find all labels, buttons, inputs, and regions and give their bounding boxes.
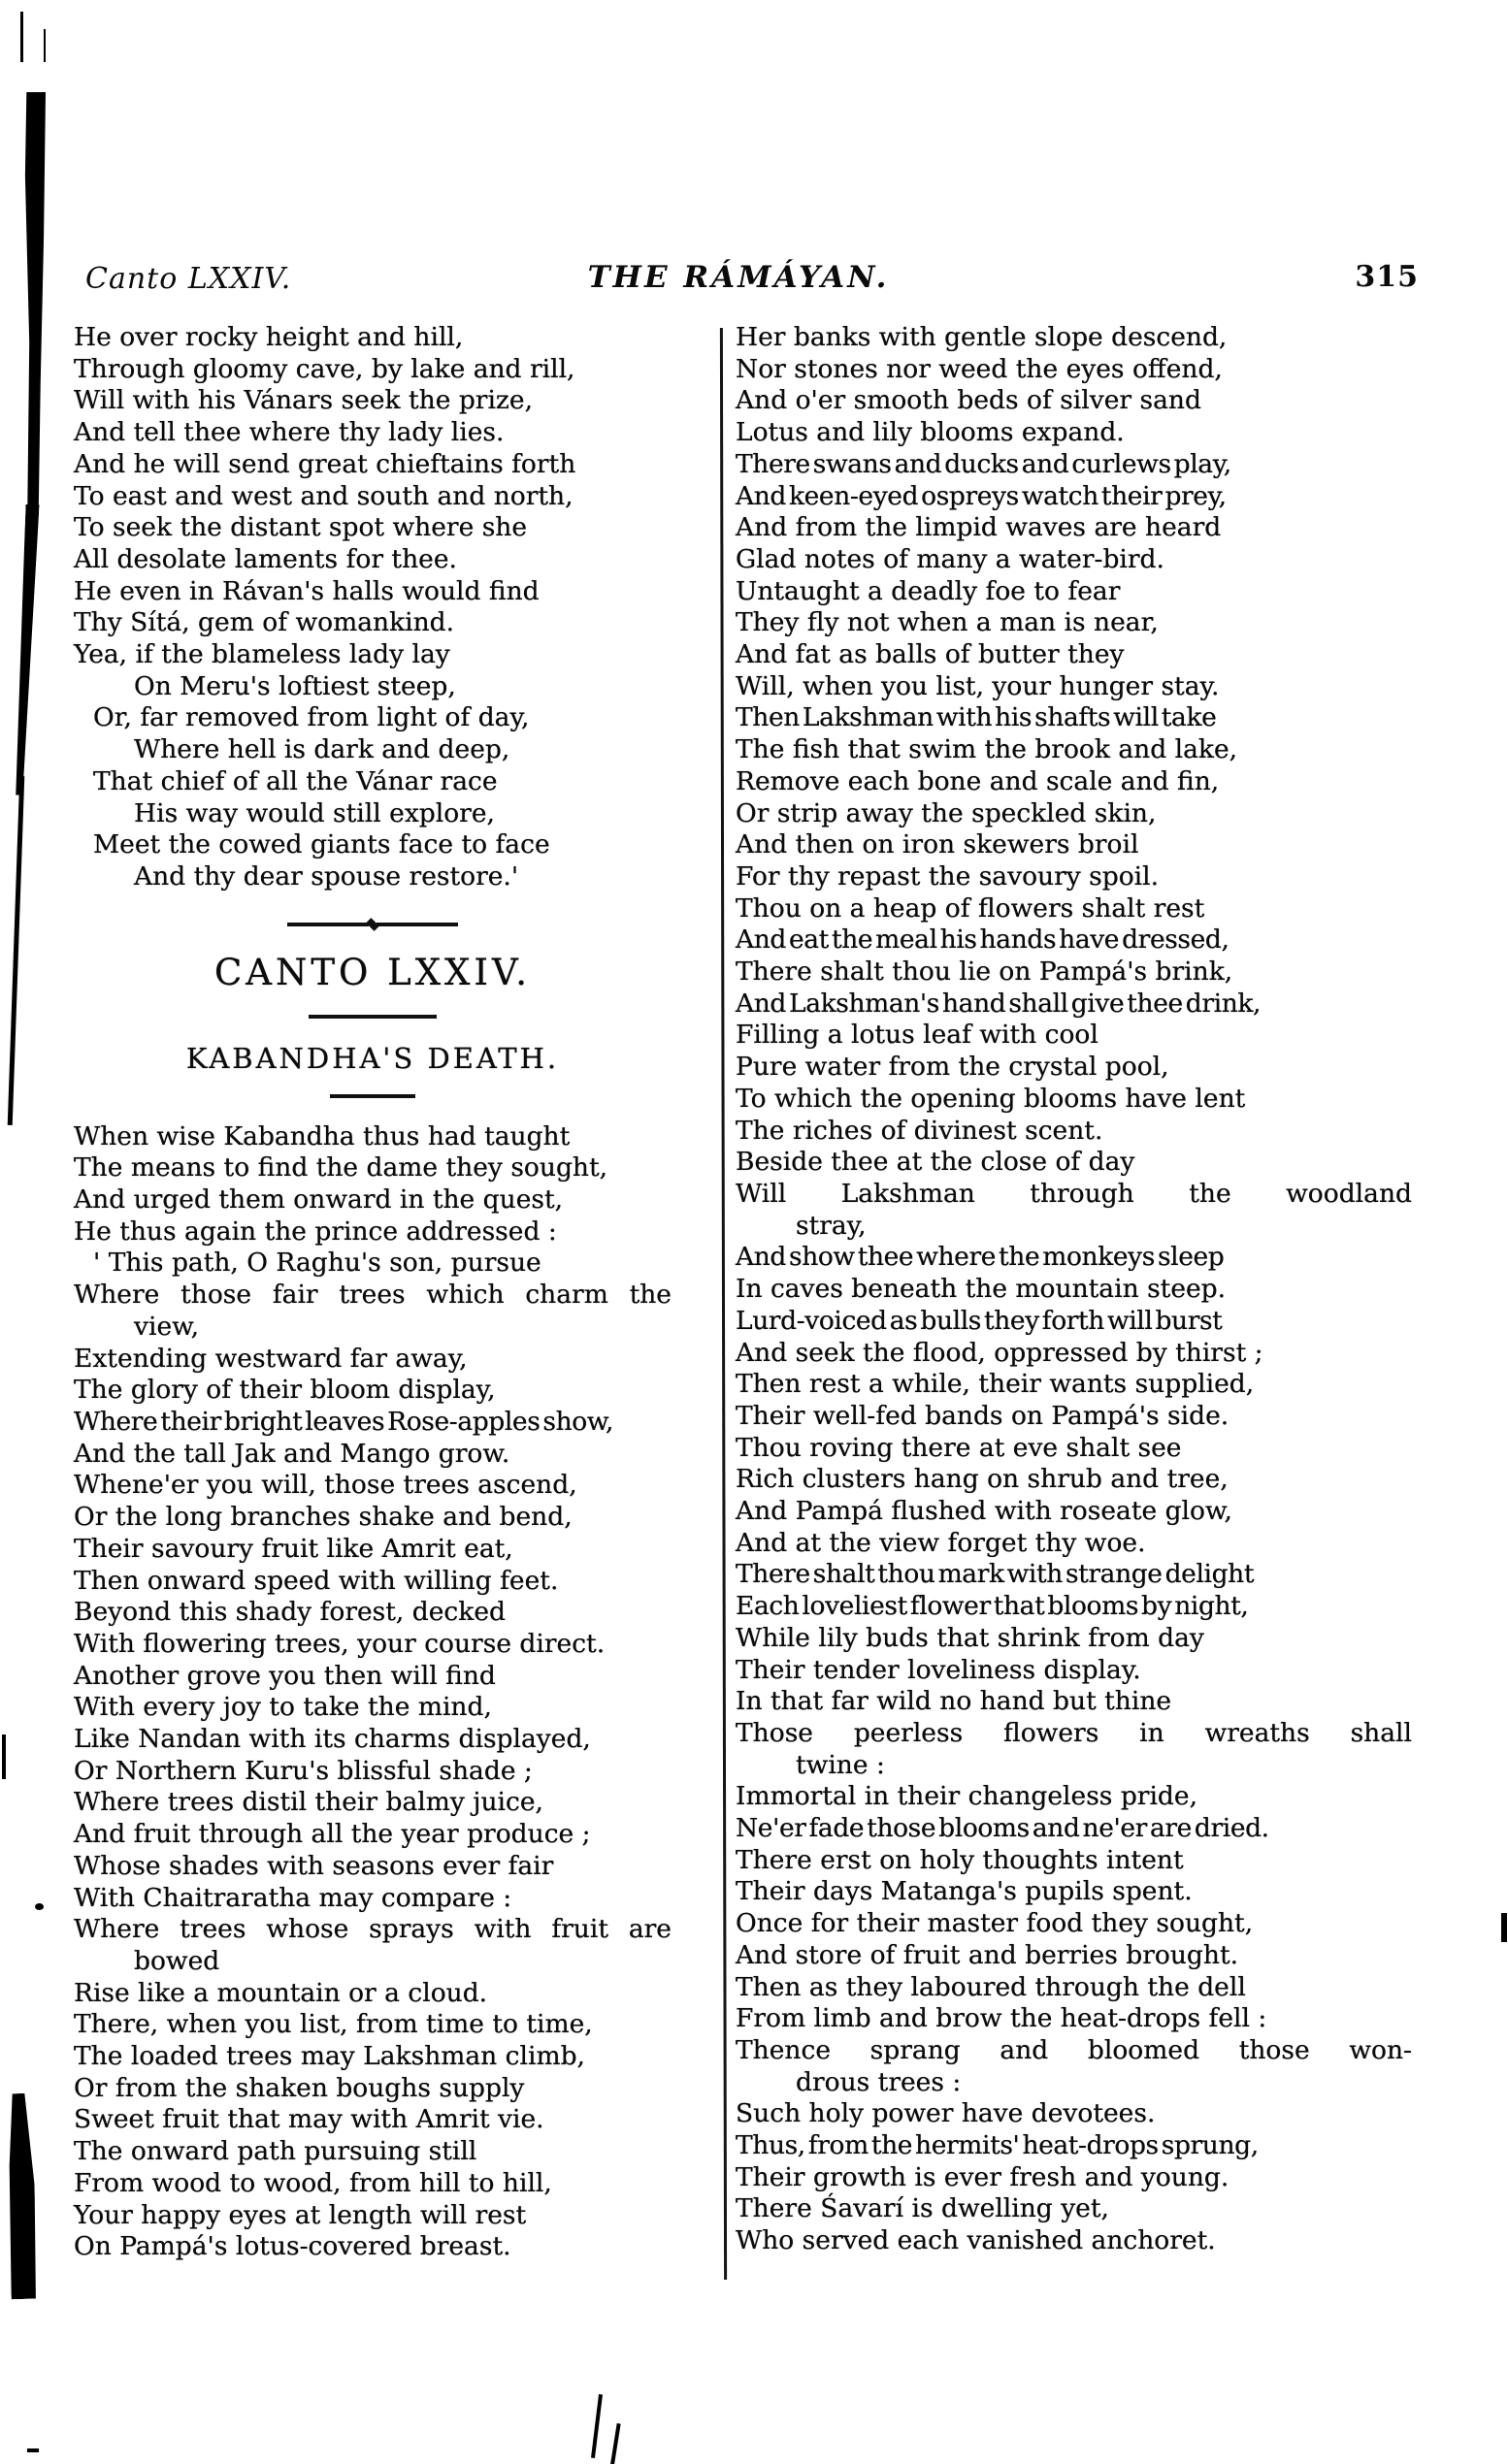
poem-line: And Lakshman's hand shall give thee drink, — [736, 988, 1262, 1019]
plain-rule — [309, 1015, 437, 1019]
poem-line: Where hell is dark and deep, — [134, 734, 510, 765]
poem-line: And o'er smooth beds of silver sand — [736, 385, 1201, 416]
opening-stanza — [74, 322, 672, 893]
poem-line: twine : — [796, 1749, 885, 1780]
poem-line: And then on iron skewers broil — [736, 829, 1139, 860]
poem-line: Or, far removed from light of day, — [93, 702, 530, 733]
poem-line: There shalt thou lie on Pampá's brink, — [736, 956, 1233, 988]
poem-line: There, when you list, from time to time, — [74, 2009, 593, 2040]
poem-line: Or Northern Kuru's blissful shade ; — [74, 1755, 533, 1786]
canto-stanza — [74, 1121, 672, 2263]
poem-line: Remove each bone and scale and fin, — [736, 765, 1220, 796]
poem-line: Their savoury fruit like Amrit eat, — [74, 1533, 513, 1564]
poem-line: Where trees whose sprays with fruit are — [74, 1914, 672, 1945]
poem-line: With flowering trees, your course direct. — [74, 1628, 606, 1659]
poem-line: Sweet fruit that may with Amrit vie. — [74, 2104, 544, 2135]
scan-artifact-tick — [607, 2423, 620, 2464]
page-number: 315 — [1355, 260, 1419, 294]
ornament-rule — [287, 920, 458, 929]
poem-line: Extending westward far away, — [74, 1343, 468, 1374]
scan-artifact-tick — [2, 1735, 6, 1779]
poem-line: stray, — [796, 1210, 867, 1241]
poem-line: He even in Rávan's halls would find — [74, 575, 540, 606]
poem-line: Beyond this shady forest, decked — [74, 1597, 506, 1628]
poem-line: Rich clusters hang on shrub and tree, — [736, 1464, 1229, 1495]
poem-line: He over rocky height and hill, — [74, 322, 464, 352]
poem-line: Then as they laboured through the dell — [736, 1971, 1246, 2002]
poem-line: In that far wild no hand but thine — [736, 1686, 1172, 1717]
poem-line: With every joy to take the mind, — [74, 1692, 492, 1723]
poem-line: There Śavarí is dwelling yet, — [736, 2193, 1109, 2224]
poem-line: All desolate laments for thee. — [74, 543, 457, 574]
scan-artifact-tick — [1501, 1913, 1507, 1942]
poem-line: The loaded trees may Lakshman climb, — [74, 2041, 585, 2072]
poem-line: Such holy power have devotees. — [736, 2098, 1156, 2129]
poem-line: While lily buds that shrink from day — [736, 1622, 1204, 1653]
canto-heading: CANTO LXXIV. — [213, 951, 532, 993]
poem-line: Will with his Vánars seek the prize, — [74, 385, 533, 416]
poem-line: Your happy eyes at length will rest — [74, 2199, 527, 2230]
poem-line: And at the view forget thy woe. — [736, 1527, 1146, 1558]
scan-artifact-tick — [591, 2394, 603, 2458]
poem-line: And store of fruit and berries brought. — [736, 1939, 1239, 1970]
poem-line: ' This path, O Raghu's son, pursue — [93, 1248, 541, 1279]
poem-line: There swans and ducks and curlews play, — [736, 448, 1231, 479]
poem-line: Yea, if the blameless lady lay — [74, 639, 450, 670]
poem-line: Whene'er you will, those trees ascend, — [74, 1470, 577, 1501]
poem-line: That chief of all the Vánar race — [93, 765, 498, 796]
poem-line: And he will send great chieftains forth — [74, 448, 576, 479]
poem-line: And thy dear spouse restore.' — [134, 860, 519, 892]
poem-line: Pure water from the crystal pool, — [736, 1052, 1169, 1083]
poem-line: bowed — [134, 1945, 220, 1976]
poem-line: Nor stones nor weed the eyes offend, — [736, 353, 1223, 384]
poem-line: Lotus and lily blooms expand. — [736, 417, 1125, 448]
rule-bar — [377, 923, 458, 926]
poem-line: To seek the distant spot where she — [74, 512, 528, 543]
poem-line: Through gloomy cave, by lake and rill, — [74, 353, 575, 384]
poem-line: Or strip away the speckled skin, — [736, 797, 1157, 828]
poem-line: Thus, from the hermits' heat-drops sprung, — [736, 2130, 1259, 2161]
poem-line: And fat as balls of butter they — [736, 639, 1125, 670]
poem-line: Their days Matanga's pupils spent. — [736, 1876, 1193, 1907]
poem-line: Where those fair trees which charm the — [74, 1280, 672, 1311]
poem-line: When wise Kabandha thus had taught — [74, 1120, 571, 1151]
poem-line: Where trees distil their balmy juice, — [74, 1787, 543, 1818]
gutter-shadow — [8, 776, 25, 1125]
poem-line: Beside thee at the close of day — [736, 1147, 1135, 1178]
poem-line: And show thee where the monkeys sleep — [736, 1242, 1225, 1273]
poem-line: Who served each vanished anchoret. — [736, 2225, 1216, 2256]
scan-artifact-dot — [35, 1903, 44, 1910]
poem-line: Like Nandan with its charms displayed, — [74, 1724, 591, 1755]
poem-line: Where their bright leaves Rose-apples show, — [74, 1406, 614, 1437]
scan-artifact-dash — [27, 2448, 39, 2452]
poem-line: There shalt thou mark with strange delight — [736, 1559, 1255, 1590]
poem-line: And fruit through all the year produce ; — [74, 1819, 591, 1850]
poem-line: Thou roving there at eve shalt see — [736, 1432, 1182, 1463]
poem-line: The riches of divinest scent. — [736, 1115, 1103, 1146]
poem-line: Then Lakshman with his shafts will take — [736, 702, 1217, 733]
gutter-shadow — [22, 92, 46, 509]
poem-line: To east and west and south and north, — [74, 480, 574, 511]
poem-line: He thus again the prince addressed : — [74, 1216, 557, 1247]
poem-line: The onward path pursuing still — [74, 2136, 477, 2167]
poem-line: view, — [134, 1311, 200, 1342]
poem-line: With Chaitraratha may compare : — [74, 1882, 512, 1913]
poem-line: Rise like a mountain or a cloud. — [74, 1977, 488, 2008]
poem-line: The glory of their bloom display, — [74, 1375, 496, 1406]
poem-line: Thou on a heap of flowers shalt rest — [736, 892, 1205, 924]
canto-label: Canto LXXIV. — [85, 262, 292, 296]
poem-line: Each loveliest flower that blooms by night, — [736, 1591, 1249, 1622]
poem-line: Then onward speed with willing feet. — [74, 1565, 559, 1596]
poem-line: Their tender loveliness display. — [736, 1654, 1141, 1685]
gutter-shadow — [13, 504, 39, 795]
poem-line: Will, when you list, your hunger stay. — [736, 670, 1220, 701]
running-header — [58, 260, 1419, 305]
section-heading: KABANDHA'S DEATH. — [185, 1041, 560, 1075]
poem-line: Once for their master food they sought, — [736, 1908, 1254, 1939]
poem-line: Then rest a while, their wants supplied, — [736, 1369, 1255, 1400]
gutter-shadow — [4, 2093, 38, 2300]
poem-line: Meet the cowed giants face to face — [93, 829, 550, 860]
poem-line: From limb and brow the heat-drops fell : — [736, 2003, 1267, 2034]
poem-line: And the tall Jak and Mango grow. — [74, 1438, 510, 1469]
scan-artifact-tick — [20, 12, 23, 62]
poem-line: Her banks with gentle slope descend, — [736, 322, 1228, 352]
rule-bar — [287, 923, 369, 926]
right-column — [736, 322, 1412, 2257]
small-rule — [330, 1094, 415, 1098]
poem-line: Or the long branches shake and bend, — [74, 1502, 573, 1533]
poem-line: And seek the flood, oppressed by thirst ; — [736, 1337, 1263, 1368]
poem-line: Untaught a deadly foe to fear — [736, 575, 1121, 606]
poem-line: There erst on holy thoughts intent — [736, 1844, 1184, 1875]
poem-line: And Pampá flushed with roseate glow, — [736, 1496, 1232, 1527]
poem-line: Thence sprang and bloomed those won- — [736, 2034, 1412, 2065]
column-divider-rule — [720, 328, 727, 2280]
poem-line: And from the limpid waves are heard — [736, 512, 1222, 543]
scan-artifact-tick — [44, 29, 46, 62]
diamond-ornament — [366, 918, 379, 931]
poem-line: Lurd-voiced as bulls they forth will burst — [736, 1305, 1223, 1336]
poem-line: And keen-eyed ospreys watch their prey, — [736, 480, 1227, 511]
poem-line: Immortal in their changeless pride, — [736, 1781, 1198, 1812]
poem-line: His way would still explore, — [134, 797, 495, 828]
poem-line: Their well-fed bands on Pampá's side. — [736, 1400, 1229, 1431]
poem-line: They fly not when a man is near, — [736, 607, 1159, 638]
left-column — [74, 322, 672, 2263]
poem-line: Will Lakshman through the woodland — [736, 1178, 1412, 1209]
poem-line: Glad notes of many a water-bird. — [736, 543, 1164, 574]
poem-line: In caves beneath the mountain steep. — [736, 1274, 1227, 1305]
poem-line: Ne'er fade those blooms and ne'er are dried. — [736, 1813, 1269, 1844]
poem-line: For thy repast the savoury spoil. — [736, 860, 1160, 892]
poem-line: Filling a lotus leaf with cool — [736, 1020, 1098, 1051]
poem-line: drous trees : — [796, 2066, 962, 2097]
poem-line: And tell thee where thy lady lies. — [74, 417, 505, 448]
poem-line: Or from the shaken boughs supply — [74, 2072, 525, 2103]
poem-line: Whose shades with seasons ever fair — [74, 1850, 554, 1881]
poem-line: From wood to wood, from hill to hill, — [74, 2167, 552, 2198]
poem-line: Another grove you then will find — [74, 1660, 496, 1691]
poem-line: Their growth is ever fresh and young. — [736, 2161, 1229, 2192]
book-title: THE RÁMÁYAN. — [587, 260, 890, 295]
poem-line: On Meru's loftiest steep, — [134, 670, 456, 701]
poem-line: And eat the meal his hands have dressed, — [736, 924, 1229, 956]
poem-line: To which the opening blooms have lent — [736, 1083, 1246, 1114]
poem-line: Thy Sítá, gem of womankind. — [74, 607, 455, 638]
poem-line: Those peerless flowers in wreaths shall — [736, 1717, 1412, 1748]
poem-line: The means to find the dame they sought, — [74, 1152, 608, 1183]
poem-line: And urged them onward in the quest, — [74, 1184, 564, 1216]
poem-line: The fish that swim the brook and lake, — [736, 734, 1238, 765]
poem-line: On Pampá's lotus-covered breast. — [74, 2231, 511, 2262]
